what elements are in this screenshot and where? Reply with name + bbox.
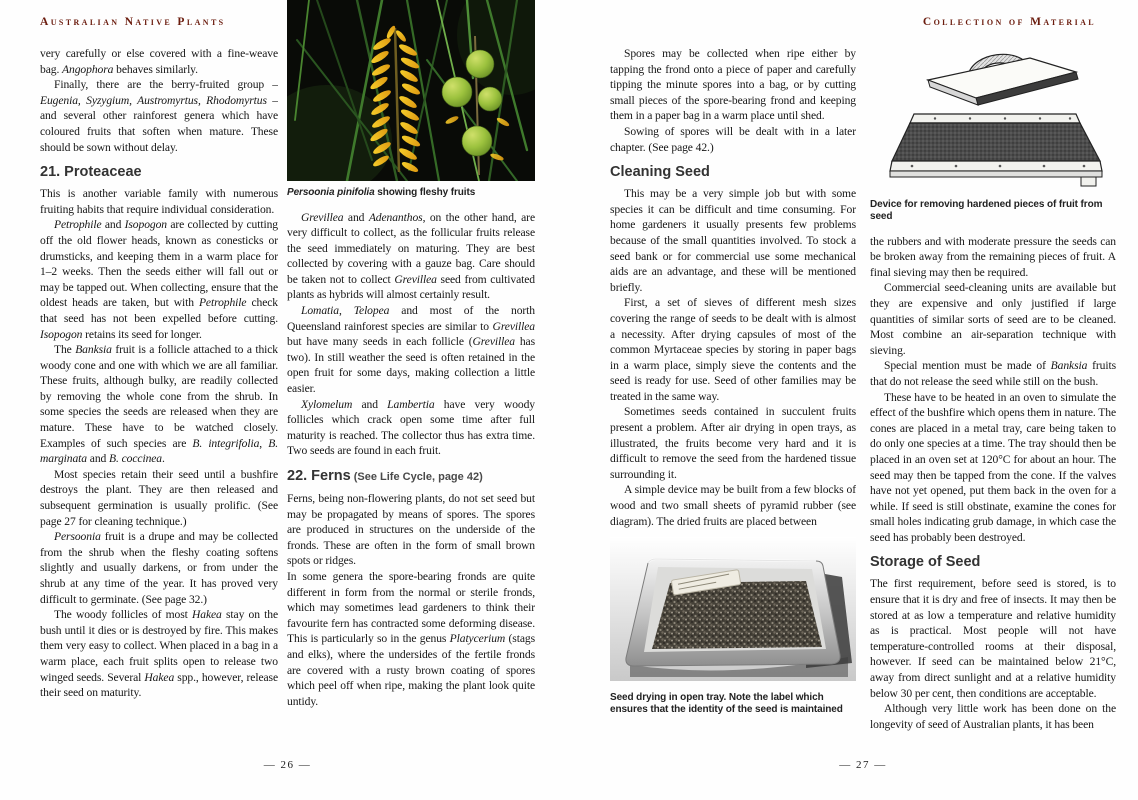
paragraph: The first requirement, before seed is stored, is to ensure that it is dry and free of insects. It may then be stored at as low a temperature and relative humidity as is practical. Most people will not have temperature-controlled rooms at their disposal, however. If seed can be maintained below 21°C, away from direct sunlight and at a relative humidity below 30 per cent, then conditions are acceptable.: [870, 577, 1116, 700]
page-number-right: — 27 —: [839, 759, 887, 771]
paragraph: This is another variable family with numerous fruiting habits that require individual consideration.: [40, 187, 278, 216]
paragraph: Sometimes seeds contained in succulent fruits present a problem. After air drying in open trays, as illustrated, the fruits become very hard and it is difficult to remove the seed from the hardened tissue surrounding it.: [610, 405, 856, 481]
figure-caption: Device for removing hardened pieces of fruit from seed: [870, 198, 1103, 223]
paragraph: Sowing of spores will be dealt with in a later chapter. (See page 42.): [610, 124, 856, 154]
right-page-column-1-caption: [610, 692, 856, 717]
section-heading: Storage of Seed: [870, 554, 981, 571]
seed-tray-photo-image: [610, 537, 856, 681]
persoonia-photo: [287, 0, 535, 181]
paragraph: The woody follicles of most Hakea stay on the bush until it dies or is destroyed by fire. This makes them very easy to collect. When placed in a bag in a warm place, each fruit splits open to release two winged seeds. Several Hakea spp., however, release their seed on maturity.: [40, 608, 278, 700]
paragraph: Lomatia, Telopea and most of the north Queensland rainforest species are similar to Grevillea but have many seeds in each follicle (Grevillea has two). In still weather the seed is often retained in the open fruit for some days, making collection a little easier.: [287, 304, 535, 396]
running-head-left: Australian Native Plants: [40, 16, 226, 28]
left-page-column-1: [40, 46, 278, 758]
page-number-left: — 26 —: [263, 759, 312, 771]
right-page-column-2-text: [870, 199, 1116, 733]
device-illustration-image: [880, 46, 1106, 188]
left-page-column-2: [287, 0, 535, 762]
right-page-column-2: [870, 40, 1116, 762]
paragraph: the rubbers and with moderate pressure the seeds can be broken away from the remaining pieces of fruit. A final sieving may then be required.: [870, 234, 1116, 279]
running-head-right: Collection of Material: [922, 16, 1096, 28]
figure-caption: Persoonia pinifolia showing fleshy fruits: [287, 187, 476, 198]
section-heading: Cleaning Seed: [610, 164, 710, 181]
right-page-column-1: [610, 46, 856, 762]
seed-tray-photo: [610, 537, 856, 686]
figure-caption: Seed drying in open tray. Note the label which ensures that the identity of the seed is maintained: [610, 691, 843, 716]
paragraph: In some genera the spore-bearing fronds are quite different in form from the normal or sterile fronds, which may sometimes lead gardeners to think their favourite fern has contracted some deforming disease. This is particularly so in the genus Platycerium (stags and elks), where the undersides of the fertile fronds are covered with a rusty brown coating of spores which peel off when ripe, making the plant look quite untidy.: [287, 569, 535, 708]
paragraph: Ferns, being non-flowering plants, do not set seed but may be propagated by means of spores. The spores are produced in structures on the underside of the fronds. These are often in the form of small brown spots or ridges.: [287, 492, 535, 568]
right-page-column-1-text: [610, 46, 856, 529]
paragraph: Spores may be collected when ripe either by tapping the frond onto a piece of paper and carefully tipping the minute spores into a bag, or by cutting small pieces of the spore-bearing frond and keeping them in a paper bag in a warm place until shed.: [610, 47, 856, 123]
paragraph: Although very little work has been done on the longevity of seed of Australian plants, it has been: [870, 702, 1116, 731]
paragraph: Persoonia fruit is a drupe and may be collected from the shrub when the fleshy coating softens slightly and usually darkens, or from under the shrub at any time of the year. It has proved very difficult to germinate. (See page 32.): [40, 530, 278, 606]
paragraph: Finally, there are the berry-fruited group – Eugenia, Syzygium, Austromyrtus, Rhodomyrtus – and several other rainforest genera which have coloured fruits that soften when mature. These should be sown without delay.: [40, 78, 278, 154]
paragraph: Commercial seed-cleaning units are available but they are expensive and only justified if large quantities of similar sorts of seed are to be cleaned. Most combine an air-separation technique with sieving.: [870, 281, 1116, 357]
section-heading: 21. Proteaceae: [40, 164, 142, 181]
paragraph: First, a set of sieves of different mesh sizes covering the range of seeds to be dealt with is almost a necessity. After drying capsules of most of the common Myrtaceae species by storing in paper bags in a warm place, simply sieve the contents and the seed is ready for use. Seed of other families may be treated in the same way.: [610, 296, 856, 403]
paragraph: Most species retain their seed until a bushfire destroys the plant. They are then released and subsequent germination is usually prolific. (See page 27 for cleaning technique.): [40, 467, 278, 528]
paragraph: very carefully or else covered with a fine-weave bag. Angophora behaves similarly.: [40, 47, 278, 76]
paragraph: Petrophile and Isopogon are collected by cutting off the old flower heads, known as conesticks or drumsticks, and keeping them in a warm place for 1–2 weeks. Then the seeds either will fall out or may be tapped out. When collecting, ensure that the oldest heads are taken, but with Petrophile check that seed has not been expelled before cutting. Isopogon retains its seed for longer.: [40, 218, 278, 341]
paragraph: These have to be heated in an oven to simulate the effect of the bushfire which opens them in nature. The cones are placed in a metal tray, care being taken to do only one species at a time. The tray should then be placed in an oven set at 120°C for about an hour. The seed may then be tapped from the cone. If the valves have not yet opened, put them back in the oven for a while. If seed is still obstinate, examine the cones for small holes indicating grub damage, in which case the seed has probably been destroyed.: [870, 390, 1116, 544]
persoonia-photo-image: [287, 0, 535, 181]
device-illustration: [880, 46, 1116, 193]
paragraph: Grevillea and Adenanthos, on the other hand, are very difficult to collect, as the follicular fruits release the seed immediately on maturing. They are best collected by covering with a gauze bag. Care should be taken not to collect Grevillea seed from cultivated plants as hybrids will almost certainly result.: [287, 210, 535, 302]
paragraph: This may be a very simple job but with some species it can be difficult and time consuming. For home gardeners it usually presents few problems because of the small quantities involved. To stock a seed bank or for commercial use some mechanical aids are an advantage, and these will be mentioned briefly.: [610, 187, 856, 294]
left-page-column-2-text: [287, 187, 535, 709]
paragraph: Special mention must be made of Banksia fruits that do not release the seed while still on the bush.: [870, 359, 1116, 388]
paragraph: Xylomelum and Lambertia have very woody follicles which crack open some time after full maturity is reached. The collector thus has extra time. Two seeds are found in each fruit.: [287, 397, 535, 458]
paragraph: A simple device may be built from a few blocks of wood and two small sheets of pyramid rubber (see diagram). The dried fruits are placed between: [610, 483, 856, 528]
paragraph: The Banksia fruit is a follicle attached to a thick woody cone and one with which we are all familiar. These fruits, although bulky, are readily collected by removing the whole cone from the shrub. In some species the seeds are released when they are mature. These have to be watched closely. Examples of such species are B. integrifolia, B. marginata and B. coccinea.: [40, 343, 278, 466]
section-heading: 22. Ferns (See Life Cycle, page 42): [287, 468, 483, 484]
